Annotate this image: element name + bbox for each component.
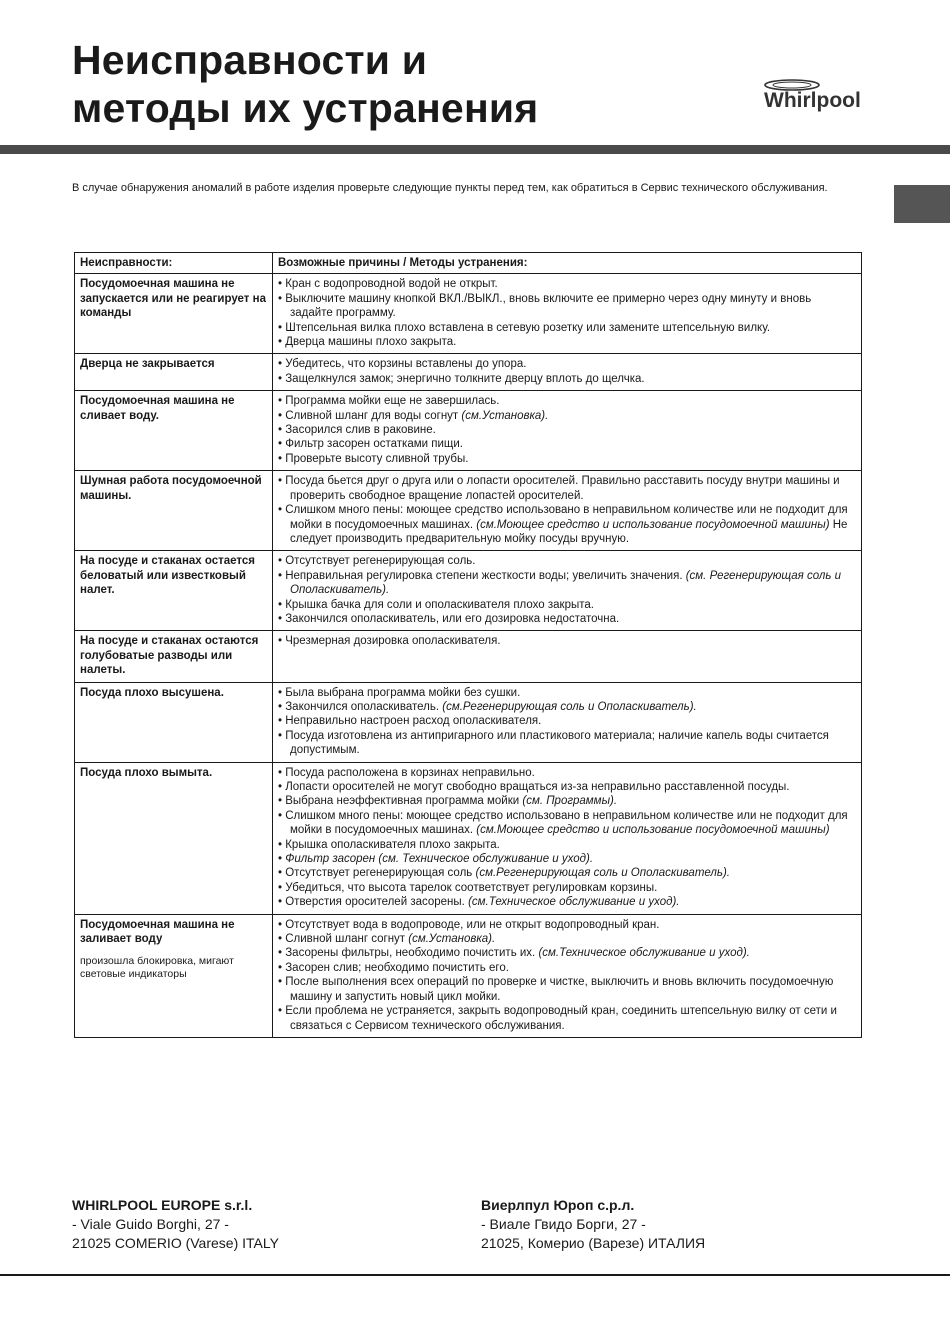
cause-text: Засорены фильтры, необходимо почистить их. bbox=[285, 947, 536, 960]
fault-title: Посуда плохо высушена. bbox=[80, 686, 224, 699]
intro-text: В случае обнаружения аномалий в работе изделия проверьте следующие пункты перед тем, как обратиться в Сервис технического обслуживания. bbox=[72, 182, 828, 194]
cause-text: Программа мойки еще не завершилась. bbox=[285, 395, 500, 408]
cross-reference: (см. Программы). bbox=[522, 795, 618, 808]
causes-cell bbox=[273, 762, 862, 914]
cause-item bbox=[278, 881, 856, 895]
cause-item bbox=[278, 554, 856, 568]
fault-title: На посуде и стаканах остается беловатый или известковый налет. bbox=[80, 555, 256, 597]
causes-list bbox=[278, 357, 856, 386]
fault-cell bbox=[75, 274, 273, 354]
cause-item bbox=[278, 780, 856, 794]
cause-item bbox=[278, 714, 856, 728]
cause-item bbox=[278, 918, 856, 932]
cause-text: Убедиться, что высота тарелок соответствует регулировкам корзины. bbox=[285, 881, 658, 894]
fault-cell bbox=[75, 762, 273, 914]
cause-text: Штепсельная вилка плохо вставлена в сетевую розетку или замените штепсельную вилку. bbox=[285, 321, 771, 334]
cause-text: Закончился ополаскиватель, или его дозировка недостаточна. bbox=[285, 612, 620, 625]
cause-text: Засорен слив; необходимо почистить его. bbox=[285, 961, 509, 974]
cause-text: Отверстия оросителей засорены. bbox=[285, 896, 465, 909]
table-row bbox=[75, 354, 862, 391]
cause-text: Выбрана неэффективная программа мойки bbox=[285, 795, 520, 808]
table-row bbox=[75, 631, 862, 682]
causes-cell bbox=[273, 471, 862, 551]
cross-reference: (см. Регенерирующая соль и Ополаскиватель). bbox=[290, 569, 842, 597]
fault-cell bbox=[75, 551, 273, 631]
side-tab-marker bbox=[894, 185, 950, 223]
fault-note: произошла блокировка, мигают световые индикаторы bbox=[80, 955, 234, 981]
cause-text: Проверьте высоту сливной трубы. bbox=[285, 452, 469, 465]
causes-cell bbox=[273, 914, 862, 1037]
fault-title: Шумная работа посудомоечной машины. bbox=[80, 475, 262, 502]
cause-text: Дверца машины плохо закрыта. bbox=[285, 336, 457, 349]
causes-list bbox=[278, 766, 856, 910]
column-header-faults: Неисправности: bbox=[75, 253, 273, 274]
logo-wordmark: Whirlpool bbox=[764, 89, 861, 112]
table-row bbox=[75, 762, 862, 914]
cause-item bbox=[278, 569, 856, 598]
table-row bbox=[75, 274, 862, 354]
whirlpool-logo bbox=[758, 76, 868, 126]
footer-city-en: 21025 COMERIO (Varese) ITALY bbox=[72, 1235, 279, 1251]
footer-address-en bbox=[72, 1196, 279, 1253]
cause-text: Фильтр засорен остатками пищи. bbox=[285, 438, 463, 451]
footer-company-en: WHIRLPOOL EUROPE s.r.l. bbox=[72, 1197, 253, 1213]
cause-item bbox=[278, 357, 856, 371]
cause-text-continued: Не следует производить предварительную мойку посуды вручную. bbox=[290, 518, 848, 545]
fault-title: На посуде и стаканах остаются голубоватые разводы или налеты. bbox=[80, 635, 259, 677]
causes-cell bbox=[273, 354, 862, 391]
cause-text: Слишком много пены: моющее средство использовано в неправильном количестве или не подходит для мойки в посудомоечных машинах. bbox=[285, 504, 848, 531]
cause-text: Чрезмерная дозировка ополаскивателя. bbox=[285, 635, 501, 648]
cause-item bbox=[278, 700, 856, 714]
cause-item bbox=[278, 292, 856, 321]
table-header-row bbox=[75, 253, 862, 274]
fault-title: Дверца не закрывается bbox=[80, 358, 215, 371]
cause-text: Крышка бачка для соли и ополаскивателя плохо закрыта. bbox=[285, 598, 594, 611]
cause-text: Крышка ополаскивателя плохо закрыта. bbox=[285, 838, 500, 851]
cause-text: Отсутствует регенерирующая соль bbox=[285, 867, 473, 880]
cross-reference: (см.Техническое обслуживание и уход). bbox=[468, 896, 680, 909]
cause-item bbox=[278, 277, 856, 291]
cause-item bbox=[278, 932, 856, 946]
cause-item bbox=[278, 961, 856, 975]
cause-item bbox=[278, 598, 856, 612]
cause-item bbox=[278, 838, 856, 852]
fault-cell bbox=[75, 354, 273, 391]
table-row bbox=[75, 914, 862, 1037]
cause-item bbox=[278, 895, 856, 909]
causes-list bbox=[278, 394, 856, 466]
causes-cell bbox=[273, 551, 862, 631]
cause-item bbox=[278, 946, 856, 960]
column-header-causes: Возможные причины / Методы устранения: bbox=[273, 253, 862, 274]
cause-text: Лопасти оросителей не могут свободно вращаться из-за неправильно расставленной посуды. bbox=[285, 781, 790, 793]
cause-item bbox=[278, 409, 856, 423]
cause-text: Закончился ополаскиватель. bbox=[285, 700, 440, 713]
cause-item bbox=[278, 852, 856, 866]
cause-text: Сливной шланг согнут bbox=[285, 933, 406, 946]
cause-item bbox=[278, 612, 856, 626]
fault-title: Посудомоечная машина не заливает воду bbox=[80, 918, 235, 946]
cause-item bbox=[278, 634, 856, 648]
causes-list bbox=[278, 918, 856, 1033]
cause-text: После выполнения всех операций по проверке и чистке, выключить и вновь включить посудомоечную машину и запустить новый цикл мойки. bbox=[285, 976, 834, 1003]
cause-item bbox=[278, 729, 856, 758]
cross-reference: (см.Установка). bbox=[461, 409, 549, 422]
header-rule bbox=[0, 145, 950, 154]
fault-cell bbox=[75, 471, 273, 551]
cause-text: Кран с водопроводной водой не открыт. bbox=[285, 278, 498, 291]
cause-item bbox=[278, 503, 856, 546]
footer-rule bbox=[0, 1274, 950, 1276]
cause-text: Защелкнулся замок; энергично толкните дверцу вплоть до щелчка. bbox=[285, 372, 645, 385]
causes-list bbox=[278, 554, 856, 626]
causes-list bbox=[278, 634, 856, 648]
cause-item bbox=[278, 437, 856, 451]
cause-item bbox=[278, 866, 856, 880]
cause-text: Посуда расположена в корзинах неправильно. bbox=[285, 766, 535, 779]
footer-street-ru: - Виале Гвидо Борги, 27 - bbox=[481, 1216, 646, 1232]
cause-item bbox=[278, 686, 856, 700]
cause-text: Слишком много пены: моющее средство использовано в неправильном количестве или не подходит для мойки в посудомоечных машинах. bbox=[285, 809, 848, 837]
cross-reference: (см.Техническое обслуживание и уход). bbox=[538, 947, 750, 960]
cause-item bbox=[278, 335, 856, 349]
cause-text: Посуда бьется друг о друга или о лопасти оросителей. Правильно расставить посуду внутри машины и проверить свободное вращение лопастей оросителей. bbox=[285, 475, 840, 502]
cross-reference: Фильтр засорен (см. Техническое обслуживание и уход). bbox=[285, 853, 594, 866]
page-title bbox=[72, 36, 538, 132]
cross-reference: (см.Регенерирующая соль и Ополаскиватель). bbox=[442, 700, 697, 713]
cause-text: Если проблема не устраняется, закрыть водопроводный кран, соединить штепсельную вилку от сети и связаться с Сервисом технического обслуживания. bbox=[285, 1005, 837, 1032]
cause-item bbox=[278, 394, 856, 408]
title-line-1: Неисправности и bbox=[72, 37, 428, 83]
table-row bbox=[75, 682, 862, 762]
table-row bbox=[75, 391, 862, 471]
cause-item bbox=[278, 809, 856, 838]
cause-item bbox=[278, 975, 856, 1004]
title-line-2: методы их устранения bbox=[72, 85, 539, 131]
cause-item bbox=[278, 423, 856, 437]
cause-item bbox=[278, 474, 856, 503]
causes-list bbox=[278, 474, 856, 546]
fault-cell bbox=[75, 682, 273, 762]
cross-reference: (см.Моющее средство и использование посудомоечной машины) bbox=[476, 518, 830, 531]
causes-list bbox=[278, 686, 856, 758]
fault-cell bbox=[75, 631, 273, 682]
cause-text: Засорился слив в раковине. bbox=[285, 424, 436, 437]
fault-cell bbox=[75, 914, 273, 1037]
causes-cell bbox=[273, 274, 862, 354]
cause-text: Неправильно настроен расход ополаскивателя. bbox=[285, 715, 542, 728]
footer-company-ru: Виерлпул Юроп с.р.л. bbox=[481, 1197, 635, 1213]
fault-title: Посудомоечная машина не сливает воду. bbox=[80, 395, 235, 422]
cause-item bbox=[278, 766, 856, 780]
cause-text: Неправильная регулировка степени жесткости воды; увеличить значения. bbox=[285, 569, 683, 582]
footer-street-en: - Viale Guido Borghi, 27 - bbox=[72, 1216, 229, 1232]
cross-reference: (см.Регенерирующая соль и Ополаскиватель). bbox=[475, 867, 730, 880]
cause-text: Сливной шланг для воды согнут bbox=[285, 409, 459, 422]
cause-item bbox=[278, 1004, 856, 1033]
cause-item bbox=[278, 372, 856, 386]
footer-city-ru: 21025, Комерио (Варезе) ИТАЛИЯ bbox=[481, 1235, 706, 1251]
cause-text: Была выбрана программа мойки без сушки. bbox=[285, 686, 521, 699]
cause-text: Убедитесь, что корзины вставлены до упора. bbox=[285, 358, 527, 371]
fault-title: Посудомоечная машина не запускается или не реагирует на команды bbox=[80, 278, 266, 320]
cause-text: Отсутствует регенерирующая соль. bbox=[285, 555, 476, 568]
cause-text: Посуда изготовлена из антипригарного или пластикового материала; наличие капель воды считается допустимым. bbox=[285, 729, 829, 757]
table-row bbox=[75, 471, 862, 551]
cause-item bbox=[278, 321, 856, 335]
causes-cell bbox=[273, 682, 862, 762]
table-row bbox=[75, 551, 862, 631]
cause-text: Отсутствует вода в водопроводе, или не открыт водопроводный кран. bbox=[285, 918, 660, 931]
fault-cell bbox=[75, 391, 273, 471]
causes-cell bbox=[273, 631, 862, 682]
cross-reference: (см.Установка). bbox=[408, 933, 496, 946]
cause-item bbox=[278, 794, 856, 808]
causes-list bbox=[278, 277, 856, 349]
cause-text: Выключите машину кнопкой ВКЛ./ВЫКЛ., вновь включите ее примерно через одну минуту и вновь задайте программу. bbox=[285, 292, 812, 320]
footer-address-ru bbox=[481, 1196, 705, 1253]
cross-reference: (см.Моющее средство и использование посудомоечной машины) bbox=[476, 824, 830, 837]
troubleshooting-table bbox=[74, 252, 862, 1038]
causes-cell bbox=[273, 391, 862, 471]
fault-title: Посуда плохо вымыта. bbox=[80, 766, 213, 779]
cause-item bbox=[278, 452, 856, 466]
